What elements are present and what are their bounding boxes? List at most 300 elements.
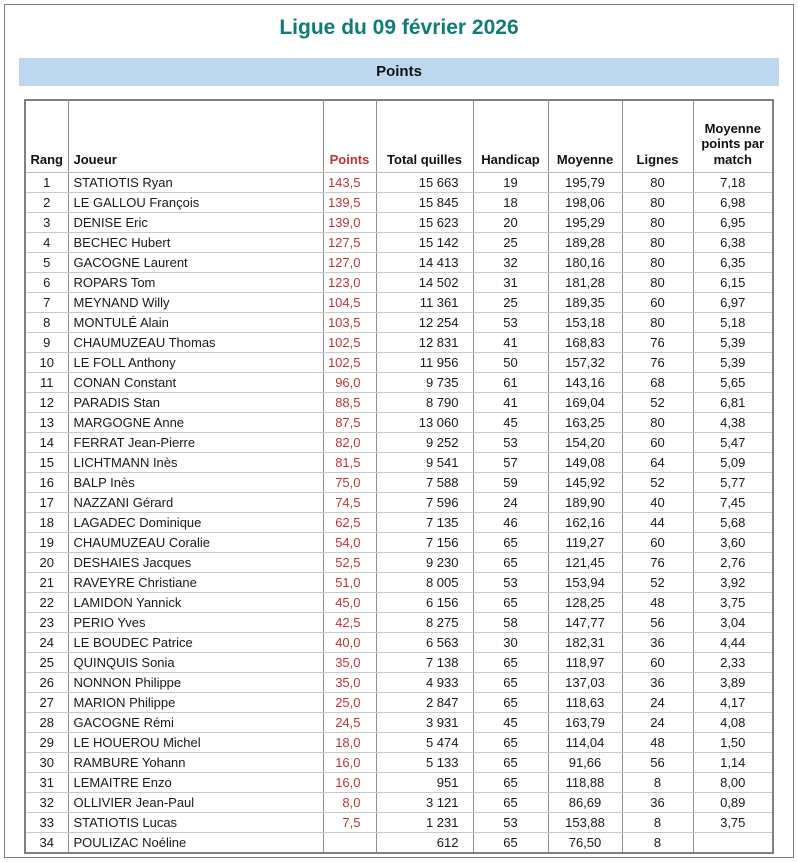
cell-joueur: LE HOUEROU Michel: [68, 733, 323, 753]
table-row: [25, 633, 773, 653]
cell-moyenne: 118,97: [548, 653, 622, 673]
cell-points: 35,0: [323, 673, 376, 693]
table-row: [25, 533, 773, 553]
cell-rang: 27: [25, 693, 68, 713]
cell-joueur: STATIOTIS Lucas: [68, 813, 323, 833]
cell-lignes: 52: [622, 573, 693, 593]
cell-moyenne_points_par_match: 6,81: [693, 393, 773, 413]
cell-rang: 6: [25, 273, 68, 293]
cell-total_quilles: 3 931: [376, 713, 473, 733]
cell-joueur: LAMIDON Yannick: [68, 593, 323, 613]
cell-moyenne: 153,88: [548, 813, 622, 833]
cell-joueur: DENISE Eric: [68, 213, 323, 233]
column-header-moyenne-points-par-match: Moyenne points par match: [693, 100, 773, 173]
cell-points: 127,5: [323, 233, 376, 253]
column-header-total-quilles: Total quilles: [376, 100, 473, 173]
cell-joueur: CHAUMUZEAU Thomas: [68, 333, 323, 353]
column-header-moyenne: Moyenne: [548, 100, 622, 173]
cell-lignes: 80: [622, 413, 693, 433]
cell-joueur: MEYNAND Willy: [68, 293, 323, 313]
cell-joueur: NAZZANI Gérard: [68, 493, 323, 513]
cell-points: 18,0: [323, 733, 376, 753]
cell-joueur: BECHEC Hubert: [68, 233, 323, 253]
cell-points: 52,5: [323, 553, 376, 573]
table-row: [25, 413, 773, 433]
cell-points: 8,0: [323, 793, 376, 813]
cell-points: 40,0: [323, 633, 376, 653]
cell-moyenne: 162,16: [548, 513, 622, 533]
cell-rang: 13: [25, 413, 68, 433]
column-header-handicap: Handicap: [473, 100, 548, 173]
cell-lignes: 64: [622, 453, 693, 473]
cell-moyenne: 169,04: [548, 393, 622, 413]
cell-lignes: 48: [622, 593, 693, 613]
cell-total_quilles: 8 275: [376, 613, 473, 633]
cell-lignes: 8: [622, 773, 693, 793]
cell-moyenne_points_par_match: 1,14: [693, 753, 773, 773]
cell-total_quilles: 2 847: [376, 693, 473, 713]
cell-total_quilles: 13 060: [376, 413, 473, 433]
table-row: [25, 573, 773, 593]
cell-handicap: 65: [473, 533, 548, 553]
cell-points: 139,0: [323, 213, 376, 233]
cell-total_quilles: 9 541: [376, 453, 473, 473]
table-row: [25, 173, 773, 193]
cell-moyenne: 180,16: [548, 253, 622, 273]
cell-handicap: 30: [473, 633, 548, 653]
cell-handicap: 45: [473, 713, 548, 733]
cell-rang: 11: [25, 373, 68, 393]
cell-total_quilles: 3 121: [376, 793, 473, 813]
cell-points: [323, 833, 376, 854]
cell-points: 35,0: [323, 653, 376, 673]
cell-joueur: OLLIVIER Jean-Paul: [68, 793, 323, 813]
cell-rang: 30: [25, 753, 68, 773]
cell-lignes: 36: [622, 793, 693, 813]
cell-rang: 18: [25, 513, 68, 533]
cell-lignes: 24: [622, 713, 693, 733]
cell-lignes: 36: [622, 633, 693, 653]
cell-lignes: 24: [622, 693, 693, 713]
cell-moyenne_points_par_match: 5,18: [693, 313, 773, 333]
cell-handicap: 65: [473, 753, 548, 773]
cell-moyenne_points_par_match: 5,39: [693, 333, 773, 353]
cell-moyenne: 154,20: [548, 433, 622, 453]
cell-rang: 22: [25, 593, 68, 613]
cell-joueur: NONNON Philippe: [68, 673, 323, 693]
cell-moyenne: 145,92: [548, 473, 622, 493]
cell-joueur: MARION Philippe: [68, 693, 323, 713]
cell-handicap: 45: [473, 413, 548, 433]
cell-lignes: 60: [622, 653, 693, 673]
cell-moyenne_points_par_match: 1,50: [693, 733, 773, 753]
cell-handicap: 20: [473, 213, 548, 233]
table-row: [25, 513, 773, 533]
cell-moyenne: 189,90: [548, 493, 622, 513]
cell-handicap: 24: [473, 493, 548, 513]
cell-lignes: 36: [622, 673, 693, 693]
cell-joueur: GACOGNE Rémi: [68, 713, 323, 733]
cell-points: 103,5: [323, 313, 376, 333]
cell-lignes: 68: [622, 373, 693, 393]
cell-total_quilles: 11 956: [376, 353, 473, 373]
cell-moyenne: 163,79: [548, 713, 622, 733]
cell-lignes: 52: [622, 473, 693, 493]
cell-lignes: 60: [622, 293, 693, 313]
cell-total_quilles: 11 361: [376, 293, 473, 313]
cell-total_quilles: 9 252: [376, 433, 473, 453]
cell-handicap: 57: [473, 453, 548, 473]
page-title: Ligue du 09 février 2026: [279, 16, 519, 39]
cell-joueur: LICHTMANN Inès: [68, 453, 323, 473]
cell-joueur: LAGADEC Dominique: [68, 513, 323, 533]
cell-points: 62,5: [323, 513, 376, 533]
cell-total_quilles: 8 790: [376, 393, 473, 413]
cell-rang: 29: [25, 733, 68, 753]
cell-lignes: 52: [622, 393, 693, 413]
table-row: [25, 393, 773, 413]
cell-lignes: 80: [622, 193, 693, 213]
table-row: [25, 833, 773, 854]
cell-points: 54,0: [323, 533, 376, 553]
cell-rang: 7: [25, 293, 68, 313]
table-row: [25, 193, 773, 213]
cell-joueur: LE GALLOU François: [68, 193, 323, 213]
cell-handicap: 53: [473, 573, 548, 593]
cell-rang: 31: [25, 773, 68, 793]
column-header-lignes: Lignes: [622, 100, 693, 173]
cell-rang: 1: [25, 173, 68, 193]
cell-joueur: CHAUMUZEAU Coralie: [68, 533, 323, 553]
cell-handicap: 50: [473, 353, 548, 373]
column-header-joueur: Joueur: [68, 100, 323, 173]
cell-rang: 16: [25, 473, 68, 493]
cell-moyenne_points_par_match: 3,89: [693, 673, 773, 693]
table-row: [25, 433, 773, 453]
cell-lignes: 76: [622, 333, 693, 353]
cell-rang: 20: [25, 553, 68, 573]
cell-joueur: LE BOUDEC Patrice: [68, 633, 323, 653]
cell-lignes: 80: [622, 173, 693, 193]
cell-points: 87,5: [323, 413, 376, 433]
cell-moyenne: 189,35: [548, 293, 622, 313]
cell-moyenne: 181,28: [548, 273, 622, 293]
cell-joueur: MONTULÉ Alain: [68, 313, 323, 333]
table-row: [25, 773, 773, 793]
cell-lignes: 76: [622, 553, 693, 573]
cell-total_quilles: 7 156: [376, 533, 473, 553]
cell-moyenne: 182,31: [548, 633, 622, 653]
cell-total_quilles: 6 563: [376, 633, 473, 653]
cell-moyenne: 198,06: [548, 193, 622, 213]
standings-table-body: [25, 173, 773, 854]
cell-total_quilles: 15 845: [376, 193, 473, 213]
cell-points: 51,0: [323, 573, 376, 593]
table-row: [25, 813, 773, 833]
column-header-rang: Rang: [25, 100, 68, 173]
cell-points: 139,5: [323, 193, 376, 213]
cell-moyenne: 195,79: [548, 173, 622, 193]
cell-handicap: 65: [473, 673, 548, 693]
cell-points: 88,5: [323, 393, 376, 413]
cell-rang: 2: [25, 193, 68, 213]
table-row: [25, 253, 773, 273]
cell-rang: 8: [25, 313, 68, 333]
cell-points: 82,0: [323, 433, 376, 453]
cell-handicap: 18: [473, 193, 548, 213]
cell-moyenne_points_par_match: 6,35: [693, 253, 773, 273]
cell-moyenne: 195,29: [548, 213, 622, 233]
cell-moyenne_points_par_match: 6,97: [693, 293, 773, 313]
table-row: [25, 273, 773, 293]
section-header-points: Points: [19, 58, 779, 86]
cell-moyenne_points_par_match: 5,47: [693, 433, 773, 453]
cell-total_quilles: 1 231: [376, 813, 473, 833]
cell-points: 74,5: [323, 493, 376, 513]
cell-rang: 21: [25, 573, 68, 593]
cell-moyenne: 153,94: [548, 573, 622, 593]
cell-handicap: 25: [473, 293, 548, 313]
cell-rang: 17: [25, 493, 68, 513]
cell-handicap: 65: [473, 793, 548, 813]
cell-total_quilles: 12 831: [376, 333, 473, 353]
cell-lignes: 80: [622, 273, 693, 293]
cell-moyenne: 157,32: [548, 353, 622, 373]
cell-handicap: 32: [473, 253, 548, 273]
cell-rang: 26: [25, 673, 68, 693]
table-header-row: [25, 100, 773, 173]
cell-moyenne_points_par_match: 5,09: [693, 453, 773, 473]
cell-handicap: 61: [473, 373, 548, 393]
cell-joueur: FERRAT Jean-Pierre: [68, 433, 323, 453]
cell-points: 16,0: [323, 773, 376, 793]
table-row: [25, 713, 773, 733]
cell-handicap: 31: [473, 273, 548, 293]
cell-moyenne_points_par_match: 8,00: [693, 773, 773, 793]
cell-rang: 24: [25, 633, 68, 653]
cell-moyenne_points_par_match: 4,44: [693, 633, 773, 653]
cell-rang: 14: [25, 433, 68, 453]
cell-handicap: 65: [473, 553, 548, 573]
cell-joueur: MARGOGNE Anne: [68, 413, 323, 433]
table-row: [25, 213, 773, 233]
table-row: [25, 693, 773, 713]
cell-rang: 12: [25, 393, 68, 413]
cell-handicap: 53: [473, 433, 548, 453]
cell-handicap: 46: [473, 513, 548, 533]
cell-total_quilles: 9 735: [376, 373, 473, 393]
table-row: [25, 753, 773, 773]
cell-points: 104,5: [323, 293, 376, 313]
table-row: [25, 293, 773, 313]
cell-joueur: RAVEYRE Christiane: [68, 573, 323, 593]
cell-lignes: 44: [622, 513, 693, 533]
cell-moyenne_points_par_match: 5,39: [693, 353, 773, 373]
cell-points: 123,0: [323, 273, 376, 293]
cell-handicap: 65: [473, 653, 548, 673]
cell-handicap: 19: [473, 173, 548, 193]
cell-moyenne: 149,08: [548, 453, 622, 473]
cell-joueur: LE FOLL Anthony: [68, 353, 323, 373]
cell-lignes: 80: [622, 233, 693, 253]
cell-handicap: 25: [473, 233, 548, 253]
cell-lignes: 60: [622, 433, 693, 453]
cell-moyenne: 189,28: [548, 233, 622, 253]
table-row: [25, 593, 773, 613]
cell-moyenne_points_par_match: 3,75: [693, 593, 773, 613]
cell-points: 24,5: [323, 713, 376, 733]
report-page: [4, 4, 794, 858]
table-row: [25, 313, 773, 333]
cell-joueur: PERIO Yves: [68, 613, 323, 633]
cell-handicap: 65: [473, 733, 548, 753]
cell-total_quilles: 612: [376, 833, 473, 854]
table-row: [25, 653, 773, 673]
table-row: [25, 473, 773, 493]
cell-handicap: 65: [473, 773, 548, 793]
cell-rang: 15: [25, 453, 68, 473]
cell-moyenne_points_par_match: 3,92: [693, 573, 773, 593]
cell-total_quilles: 7 588: [376, 473, 473, 493]
cell-handicap: 41: [473, 333, 548, 353]
cell-handicap: 65: [473, 693, 548, 713]
cell-total_quilles: 5 474: [376, 733, 473, 753]
cell-moyenne_points_par_match: 5,65: [693, 373, 773, 393]
cell-points: 143,5: [323, 173, 376, 193]
cell-total_quilles: 7 135: [376, 513, 473, 533]
cell-moyenne_points_par_match: [693, 833, 773, 854]
cell-moyenne: 128,25: [548, 593, 622, 613]
cell-moyenne_points_par_match: 3,60: [693, 533, 773, 553]
cell-moyenne_points_par_match: 4,08: [693, 713, 773, 733]
cell-total_quilles: 6 156: [376, 593, 473, 613]
cell-moyenne_points_par_match: 6,15: [693, 273, 773, 293]
cell-moyenne: 147,77: [548, 613, 622, 633]
cell-handicap: 59: [473, 473, 548, 493]
cell-joueur: DESHAIES Jacques: [68, 553, 323, 573]
cell-total_quilles: 8 005: [376, 573, 473, 593]
cell-rang: 19: [25, 533, 68, 553]
table-row: [25, 233, 773, 253]
cell-joueur: CONAN Constant: [68, 373, 323, 393]
cell-handicap: 41: [473, 393, 548, 413]
cell-points: 42,5: [323, 613, 376, 633]
cell-joueur: POULIZAC Noéline: [68, 833, 323, 854]
cell-total_quilles: 14 413: [376, 253, 473, 273]
cell-points: 102,5: [323, 333, 376, 353]
cell-moyenne: 118,88: [548, 773, 622, 793]
cell-rang: 28: [25, 713, 68, 733]
cell-total_quilles: 12 254: [376, 313, 473, 333]
cell-points: 75,0: [323, 473, 376, 493]
cell-moyenne_points_par_match: 7,18: [693, 173, 773, 193]
cell-rang: 25: [25, 653, 68, 673]
cell-moyenne: 137,03: [548, 673, 622, 693]
cell-handicap: 53: [473, 813, 548, 833]
cell-points: 7,5: [323, 813, 376, 833]
table-row: [25, 333, 773, 353]
cell-lignes: 80: [622, 313, 693, 333]
cell-total_quilles: 7 596: [376, 493, 473, 513]
cell-moyenne: 76,50: [548, 833, 622, 854]
cell-rang: 23: [25, 613, 68, 633]
cell-rang: 34: [25, 833, 68, 854]
cell-lignes: 80: [622, 213, 693, 233]
cell-moyenne: 153,18: [548, 313, 622, 333]
cell-rang: 5: [25, 253, 68, 273]
cell-moyenne_points_par_match: 6,95: [693, 213, 773, 233]
cell-points: 81,5: [323, 453, 376, 473]
table-row: [25, 373, 773, 393]
cell-points: 16,0: [323, 753, 376, 773]
cell-joueur: BALP Inès: [68, 473, 323, 493]
cell-moyenne: 168,83: [548, 333, 622, 353]
cell-lignes: 76: [622, 353, 693, 373]
cell-total_quilles: 9 230: [376, 553, 473, 573]
cell-joueur: STATIOTIS Ryan: [68, 173, 323, 193]
cell-lignes: 40: [622, 493, 693, 513]
cell-lignes: 48: [622, 733, 693, 753]
cell-joueur: ROPARS Tom: [68, 273, 323, 293]
cell-lignes: 56: [622, 753, 693, 773]
cell-lignes: 80: [622, 253, 693, 273]
table-row: [25, 493, 773, 513]
cell-moyenne: 114,04: [548, 733, 622, 753]
cell-rang: 9: [25, 333, 68, 353]
cell-moyenne: 86,69: [548, 793, 622, 813]
cell-moyenne_points_par_match: 5,77: [693, 473, 773, 493]
cell-joueur: LEMAITRE Enzo: [68, 773, 323, 793]
table-row: [25, 553, 773, 573]
cell-moyenne: 121,45: [548, 553, 622, 573]
cell-total_quilles: 7 138: [376, 653, 473, 673]
table-row: [25, 453, 773, 473]
cell-points: 102,5: [323, 353, 376, 373]
cell-moyenne_points_par_match: 5,68: [693, 513, 773, 533]
table-row: [25, 353, 773, 373]
cell-handicap: 58: [473, 613, 548, 633]
cell-moyenne_points_par_match: 3,75: [693, 813, 773, 833]
cell-points: 127,0: [323, 253, 376, 273]
cell-moyenne_points_par_match: 4,17: [693, 693, 773, 713]
cell-moyenne_points_par_match: 6,38: [693, 233, 773, 253]
cell-total_quilles: 15 142: [376, 233, 473, 253]
cell-rang: 32: [25, 793, 68, 813]
table-row: [25, 733, 773, 753]
cell-joueur: RAMBURE Yohann: [68, 753, 323, 773]
cell-joueur: QUINQUIS Sonia: [68, 653, 323, 673]
cell-rang: 3: [25, 213, 68, 233]
cell-moyenne_points_par_match: 6,98: [693, 193, 773, 213]
cell-lignes: 8: [622, 813, 693, 833]
cell-handicap: 53: [473, 313, 548, 333]
cell-lignes: 56: [622, 613, 693, 633]
cell-total_quilles: 951: [376, 773, 473, 793]
cell-handicap: 65: [473, 593, 548, 613]
cell-total_quilles: 4 933: [376, 673, 473, 693]
cell-moyenne_points_par_match: 3,04: [693, 613, 773, 633]
cell-rang: 4: [25, 233, 68, 253]
cell-lignes: 8: [622, 833, 693, 854]
cell-moyenne: 143,16: [548, 373, 622, 393]
cell-points: 25,0: [323, 693, 376, 713]
cell-points: 45,0: [323, 593, 376, 613]
cell-total_quilles: 14 502: [376, 273, 473, 293]
cell-moyenne: 163,25: [548, 413, 622, 433]
cell-moyenne_points_par_match: 0,89: [693, 793, 773, 813]
cell-total_quilles: 15 663: [376, 173, 473, 193]
column-header-points: Points: [323, 100, 376, 173]
